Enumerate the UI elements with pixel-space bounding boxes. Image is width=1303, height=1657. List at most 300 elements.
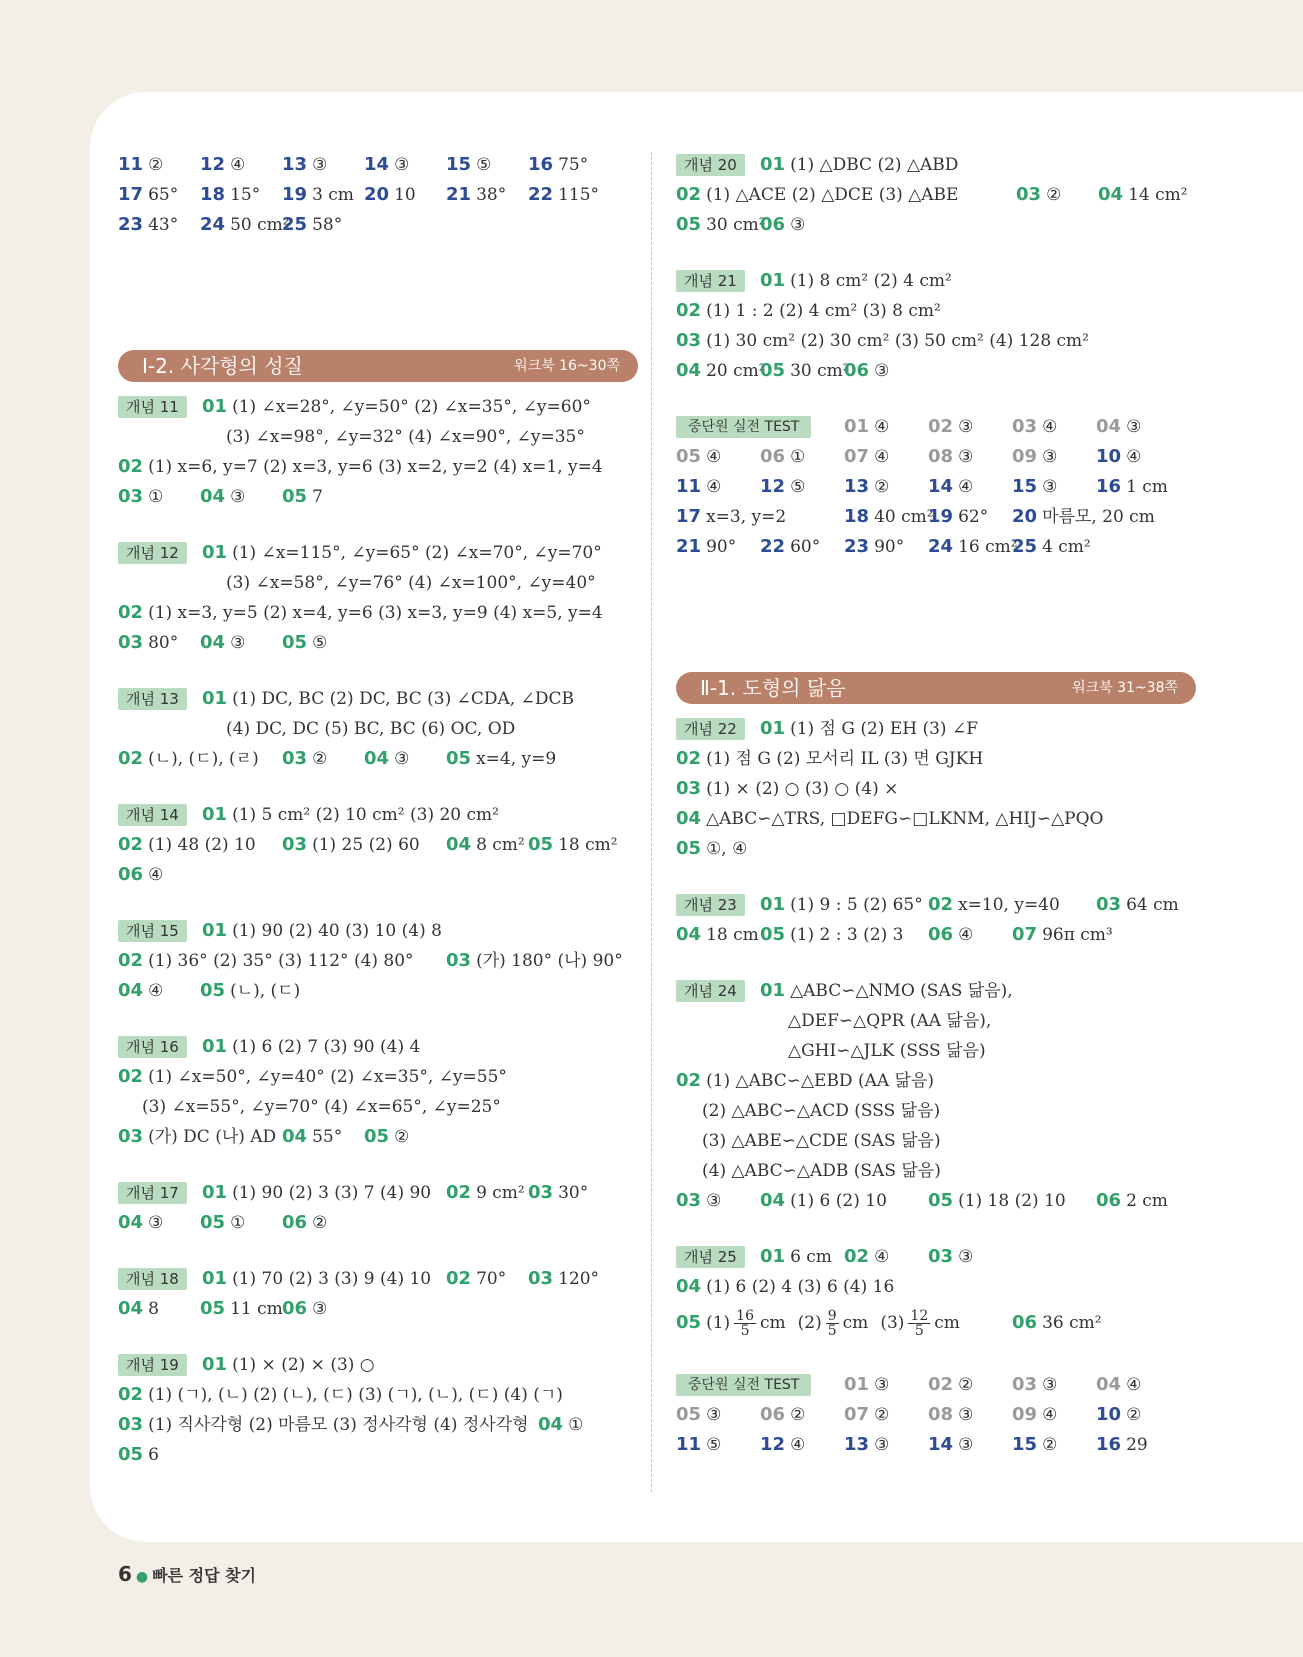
answer-line [118,1294,638,1324]
answer-item [1012,1370,1057,1400]
question-number: 15 [446,154,472,175]
answer-text: ② [148,155,164,175]
answer-item [928,1370,973,1400]
question-number: 01 [202,396,228,417]
answer-text: ③ [706,1191,722,1211]
answer-line [118,1092,638,1122]
answer-text: ③ [874,361,890,381]
answer-item [446,830,525,860]
answer-text: (ㄴ), (ㄷ), (ㄹ) [148,749,259,769]
answer-item [760,210,805,240]
answer-item [676,532,736,562]
question-number: 09 [1012,446,1038,467]
answer-item [446,946,623,976]
answer-text: (1) 30 cm² (2) 30 cm² (3) 50 cm² (4) 128 cm² [706,331,1089,351]
answer-text: 2 cm [1126,1191,1168,1211]
question-number: 04 [1098,184,1124,205]
question-number: 01 [202,1036,228,1057]
question-number: 04 [118,980,144,1001]
question-number: 01 [202,1268,228,1289]
answer-item [928,532,1018,562]
answer-item [844,532,904,562]
answer-text: (1) ∠x=50°, ∠y=40° (2) ∠x=35°, ∠y=55° [148,1067,507,1087]
answer-text: ① [148,487,164,507]
concept-tag: 개념 22 [676,718,745,740]
question-number: 02 [446,1268,472,1289]
spacer [676,1216,1196,1242]
answer-text: 15° [230,185,261,205]
question-number: 06 [282,1298,308,1319]
answer-item [760,976,1013,1006]
answer-text: ⑤ [790,477,806,497]
answer-text: 30° [558,1183,589,1203]
answer-line [118,860,638,890]
answer-line [676,804,1196,834]
answer-text: (가) DC (나) AD [148,1127,277,1147]
question-number: 05 [200,980,226,1001]
answer-line [676,502,1196,532]
page-footer [118,1562,256,1586]
answer-text: ④ [1042,1405,1058,1425]
answer-item [844,412,889,442]
answer-item [676,744,983,774]
section-header [676,672,1196,704]
answer-text: ③ [958,1405,974,1425]
question-number: 25 [282,214,308,235]
answer-line [676,1242,1196,1272]
answer-item [760,920,903,950]
answer-text: (1) 9 : 5 (2) 65° [790,895,923,915]
answer-item [1096,472,1168,502]
spacer [118,658,638,684]
answer-line [676,150,1196,180]
answer-item [282,150,327,180]
answer-text: ③ [874,1435,890,1455]
answer-item [200,1208,245,1238]
question-number: 16 [528,154,554,175]
answer-text: (ㄴ), (ㄷ) [230,981,301,1001]
question-number: 06 [118,864,144,885]
answer-item [1012,472,1057,502]
concept-tag: 개념 25 [676,1246,745,1268]
question-number: 09 [1012,1404,1038,1425]
question-number: 06 [844,360,870,381]
spacer [118,774,638,800]
answer-item [1098,180,1188,210]
answer-item [844,442,889,472]
question-number: 02 [676,1070,702,1091]
answer-item [844,1370,889,1400]
answer-item [200,976,300,1006]
answer-item [1096,1370,1141,1400]
spacer [676,240,1196,266]
answer-item [118,1208,163,1238]
answer-item [142,1092,501,1122]
question-number: 03 [1096,894,1122,915]
question-number: 04 [538,1414,564,1435]
answer-text: ③ [312,155,328,175]
answer-item [282,1294,327,1324]
answer-text: 90° [874,537,905,557]
answer-item [760,714,978,744]
question-number: 03 [446,950,472,971]
answer-item [118,976,163,1006]
question-number: 05 [528,834,554,855]
answer-item [446,150,491,180]
answer-line [676,356,1196,386]
answer-line [676,890,1196,920]
answer-line [676,442,1196,472]
answer-item [760,1430,805,1460]
answer-item [200,1294,283,1324]
concept-tag: 개념 16 [118,1036,187,1058]
answer-item [928,412,973,442]
answer-line [118,1032,638,1062]
answer-text: ③ [958,1435,974,1455]
question-number: 03 [928,1246,954,1267]
answer-item [1096,442,1141,472]
question-number: 05 [282,486,308,507]
answer-text: (1) 90 (2) 3 (3) 7 (4) 90 [232,1183,432,1203]
question-number: 02 [118,602,144,623]
answer-item [928,1400,973,1430]
question-number: 04 [200,486,226,507]
workbook-range: 워크북 31~38쪽 [1072,680,1178,696]
question-number: 03 [118,486,144,507]
question-number: 05 [118,1444,144,1465]
unit: cm [759,1313,786,1333]
question-number: 05 [446,748,472,769]
concept-tag: 개념 20 [676,154,745,176]
question-number: 12 [200,154,226,175]
answer-text: (1) 90 (2) 40 (3) 10 (4) 8 [232,921,442,941]
answer-line [676,1186,1196,1216]
spacer [118,1324,638,1350]
answer-item [928,920,973,950]
question-number: 01 [844,1374,870,1395]
question-number: 04 [118,1212,144,1233]
question-number: 16 [1096,476,1122,497]
answer-text: ③ [394,749,410,769]
answer-text: ② [874,1405,890,1425]
answer-text: 18 cm² [558,835,618,855]
question-number: 02 [928,894,954,915]
question-number: 04 [282,1126,308,1147]
answer-text: (1) 70 (2) 3 (3) 9 (4) 10 [232,1269,432,1289]
answer-item [200,150,245,180]
answer-item [676,210,766,240]
answer-text: ④ [706,447,722,467]
answer-item [226,568,596,598]
answer-text: (1) △ACE (2) △DCE (3) △ABE [706,185,959,205]
question-number: 03 [118,1414,144,1435]
answer-item [282,1122,342,1152]
concept-tag: 개념 12 [118,542,187,564]
answer-text: ④ [1126,1375,1142,1395]
answer-text: (1) (ㄱ), (ㄴ) (2) (ㄴ), (ㄷ) (3) (ㄱ), (ㄴ), (ㄷ) (4) (ㄱ) [148,1385,563,1405]
answer-line [118,452,638,482]
footer-title: 빠른 정답 찾기 [152,1566,257,1585]
answer-text: ③ [706,1405,722,1425]
spacer [118,240,638,336]
answer-item [364,1122,409,1152]
part-label: (3) [880,1313,905,1333]
answer-item [118,1380,563,1410]
answer-item [202,1178,431,1208]
answer-text: 96π cm³ [1042,925,1113,945]
question-number: 01 [760,154,786,175]
answer-item [364,150,409,180]
answer-item [118,1122,276,1152]
answer-item [788,1006,991,1036]
question-number: 23 [844,536,870,557]
answer-text: ② [312,749,328,769]
answer-item [118,1440,159,1470]
question-number: 08 [928,1404,954,1425]
answer-item [676,326,1089,356]
answer-item [118,1294,159,1324]
question-number: 04 [676,1276,702,1297]
answer-text: ④ [148,865,164,885]
question-number: 04 [676,924,702,945]
question-number: 04 [676,808,702,829]
answer-item [1016,180,1061,210]
answer-text: 38° [476,185,507,205]
part-label: (1) [706,1313,731,1333]
answer-text: (1) ∠x=115°, ∠y=65° (2) ∠x=70°, ∠y=70° [232,543,602,563]
answer-item [676,296,941,326]
answer-text: ② [874,477,890,497]
question-number: 06 [928,924,954,945]
answer-text: △GHI∽△JLK (SSS 닮음) [788,1041,986,1061]
question-number: 03 [528,1268,554,1289]
question-number: 02 [118,1384,144,1405]
answer-line [118,800,638,830]
answer-item [118,598,603,628]
spacer [118,1006,638,1032]
answer-item [788,1036,986,1066]
left-column [118,150,638,1470]
question-number: 08 [928,446,954,467]
answer-item [282,180,354,210]
answer-item [676,774,898,804]
fraction [826,1309,839,1338]
question-number: 04 [1096,416,1122,437]
question-number: 25 [1012,536,1038,557]
concept-tag: 중단원 실전 TEST [676,416,811,438]
question-number: 20 [364,184,390,205]
answer-item [118,1062,507,1092]
answer-item [528,1178,588,1208]
answer-item [702,1126,941,1156]
answer-line [118,538,638,568]
answer-item [226,422,585,452]
answer-item [202,684,574,714]
question-number: 06 [1012,1312,1038,1333]
answer-text: (1) 점 G (2) EH (3) ∠F [790,719,979,739]
numerator: 9 [827,1308,837,1324]
answer-item [676,502,786,532]
answer-item [676,1430,721,1460]
answer-item [760,1186,887,1216]
answer-text: (1) 5 cm² (2) 10 cm² (3) 20 cm² [232,805,499,825]
question-number: 22 [528,184,554,205]
answer-item [1096,1186,1168,1216]
answer-text: ② [1042,1435,1058,1455]
section-title: Ⅱ-1. 도형의 닮음 [700,676,846,700]
question-number: 19 [928,506,954,527]
answer-text: ④ [958,477,974,497]
question-number: 14 [928,476,954,497]
question-number: 01 [760,1246,786,1267]
answer-text: 64 cm [1126,895,1179,915]
question-number: 02 [928,416,954,437]
question-number: 13 [844,476,870,497]
answer-line [676,1096,1196,1126]
question-number: 24 [200,214,226,235]
question-number: 04 [364,748,390,769]
concept-tag: 개념 24 [676,980,745,1002]
answer-text: ④ [148,981,164,1001]
concept-tag: 개념 21 [676,270,745,292]
section-title: Ⅰ-2. 사각형의 성질 [142,354,303,378]
answer-item [676,1186,721,1216]
answer-text: ③ [874,1375,890,1395]
answer-text: ③ [958,447,974,467]
answer-text: 58° [312,215,343,235]
question-number: 04 [760,1190,786,1211]
answer-text: (가) 180° (나) 90° [476,951,623,971]
question-number: 03 [1016,184,1042,205]
page-number: 6 [118,1562,132,1586]
question-number: 03 [282,834,308,855]
answer-line [676,714,1196,744]
concept-tag: 개념 18 [118,1268,187,1290]
question-number: 01 [760,980,786,1001]
answer-text: ④ [1042,417,1058,437]
answer-item [676,1400,721,1430]
spacer [118,1238,638,1264]
spacer [676,1344,1196,1370]
answer-item [760,356,850,386]
question-number: 01 [760,894,786,915]
answer-item [760,890,923,920]
question-number: 14 [928,1434,954,1455]
answer-line [118,150,638,180]
answer-text: (1) 6 (2) 7 (3) 90 (4) 4 [232,1037,421,1057]
answer-text: ② [1126,1405,1142,1425]
answer-line [676,532,1196,562]
question-number: 22 [760,536,786,557]
answer-item [528,150,588,180]
answer-text: x=4, y=9 [476,749,557,769]
answer-item [1012,412,1057,442]
answer-item [118,744,259,774]
answer-text: 36 cm² [1042,1313,1102,1333]
answer-item [928,1430,973,1460]
answer-line [676,1302,1196,1344]
answer-text: ⑤ [706,1435,722,1455]
answer-text: (3) ∠x=55°, ∠y=70° (4) ∠x=65°, ∠y=25° [142,1097,501,1117]
denominator: 5 [914,1323,924,1339]
answer-text: ③ [230,487,246,507]
answer-text: (1) 48 (2) 10 [148,835,256,855]
question-number: 03 [282,748,308,769]
answer-text: 18 cm [706,925,759,945]
answer-line [676,1156,1196,1186]
answer-item [538,1410,583,1440]
question-number: 05 [364,1126,390,1147]
question-number: 23 [118,214,144,235]
answer-line [118,714,638,744]
answer-text: 75° [558,155,589,175]
answer-item [928,502,988,532]
question-number: 02 [676,300,702,321]
question-number: 04 [676,360,702,381]
answer-text: ③ [312,1299,328,1319]
answer-item [1012,1430,1057,1460]
concept-tag: 개념 13 [118,688,187,710]
question-number: 11 [676,1434,702,1455]
question-number: 03 [676,778,702,799]
question-number: 02 [118,950,144,971]
answer-item [676,442,721,472]
question-number: 05 [200,1298,226,1319]
question-number: 03 [676,330,702,351]
question-number: 10 [1096,446,1122,467]
question-number: 01 [202,542,228,563]
answer-line [118,684,638,714]
answer-text: 6 cm [790,1247,832,1267]
answer-item [844,1242,889,1272]
answer-line [676,472,1196,502]
unit: cm [842,1313,869,1333]
answer-item [1012,1302,1102,1344]
fraction [908,1309,930,1338]
answer-line [118,916,638,946]
answer-text: 80° [148,633,179,653]
answer-text: (4) △ABC∽△ADB (SAS 닮음) [702,1161,941,1181]
question-number: 20 [1012,506,1038,527]
concept-tag: 개념 23 [676,894,745,916]
concept-tag: 개념 17 [118,1182,187,1204]
answer-item [1096,412,1141,442]
answer-line [118,598,638,628]
answer-text: 55° [312,1127,343,1147]
column-divider [651,152,652,1492]
answer-line [118,946,638,976]
answer-item [282,482,323,512]
question-number: 16 [1096,1434,1122,1455]
answer-item [1096,1400,1141,1430]
answer-text: 43° [148,215,179,235]
answer-text: (1) 25 (2) 60 [312,835,420,855]
concept-tag: 개념 11 [118,396,187,418]
answer-line [118,976,638,1006]
answer-text: 9 cm² [476,1183,525,1203]
numerator: 12 [910,1308,929,1324]
answer-text: x=10, y=40 [958,895,1060,915]
answer-line [676,1066,1196,1096]
answer-line [676,296,1196,326]
answer-text: ① [230,1213,246,1233]
question-number: 02 [676,748,702,769]
answer-item [676,1302,972,1344]
answer-item [446,180,506,210]
question-number: 05 [676,838,702,859]
question-number: 03 [676,1190,702,1211]
answer-text: ③ [790,215,806,235]
